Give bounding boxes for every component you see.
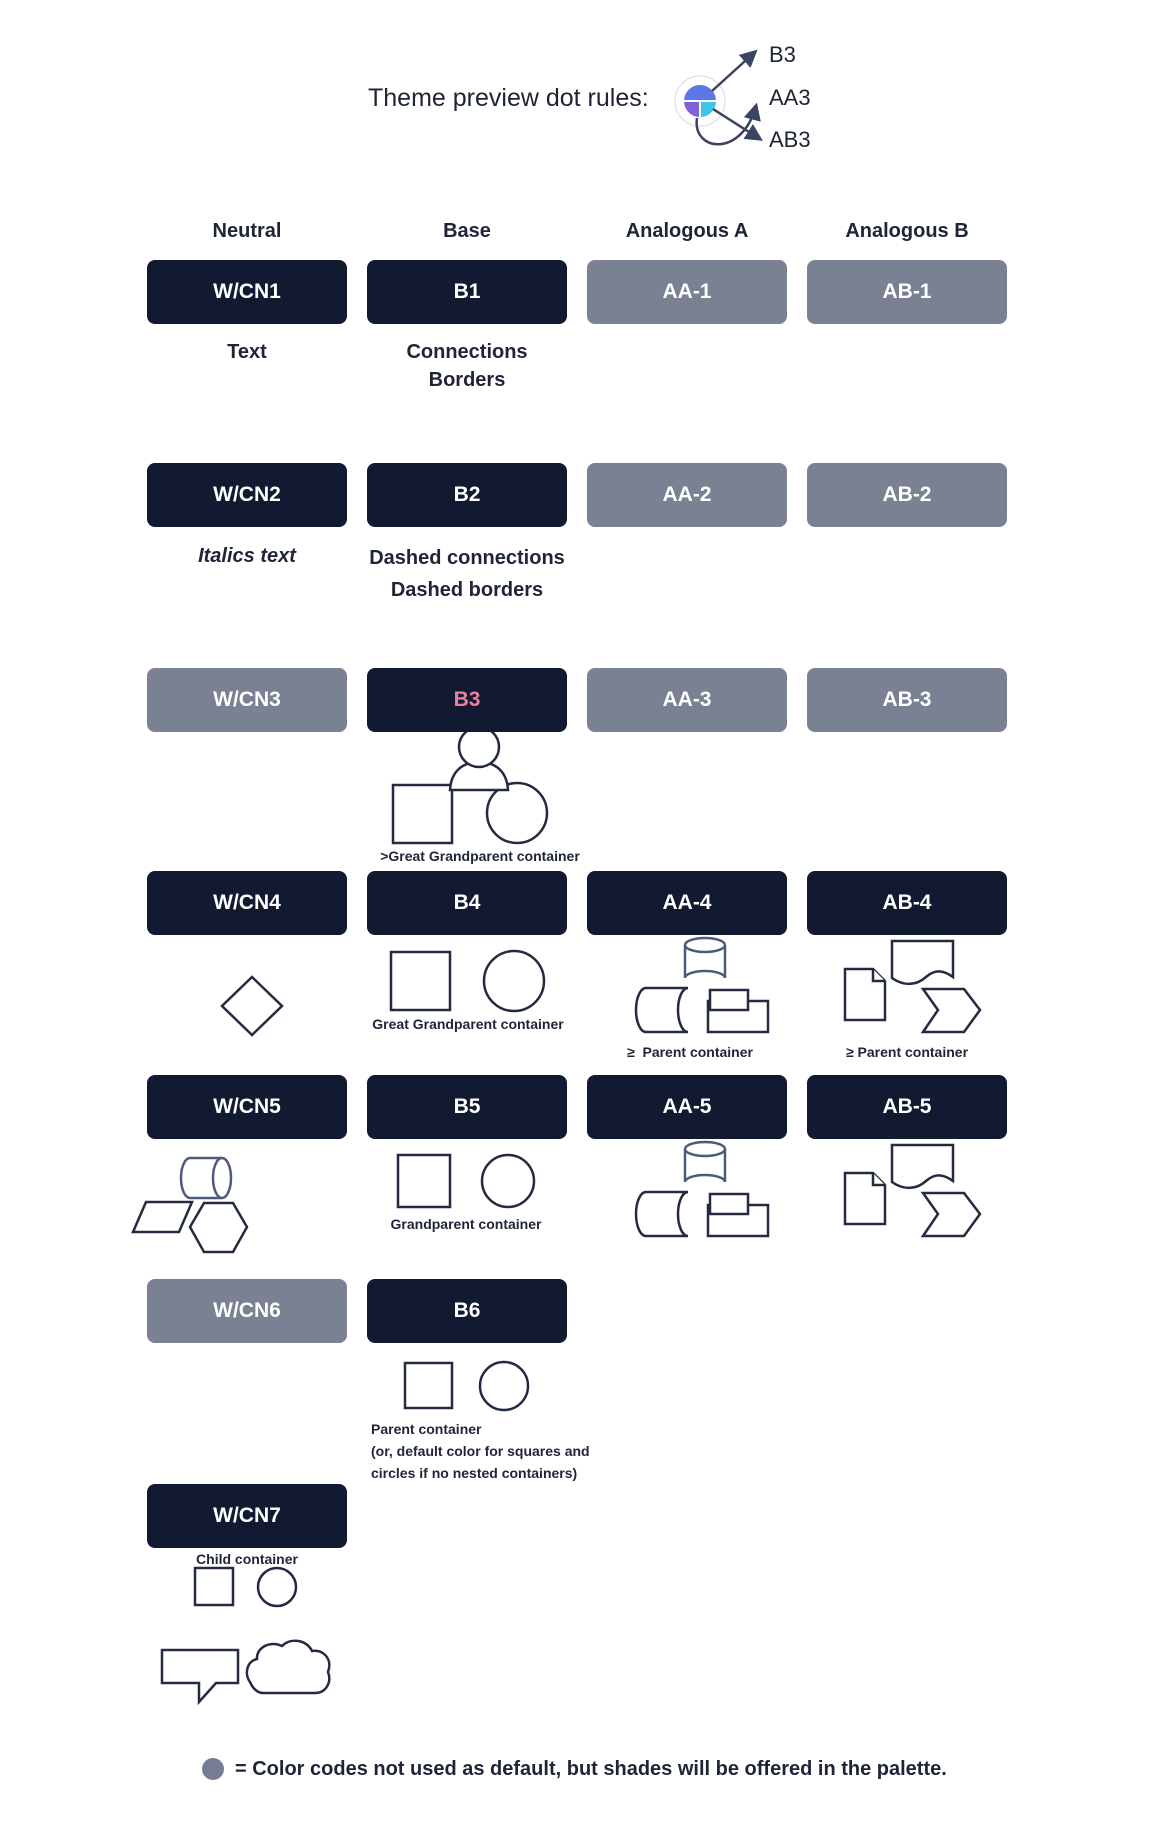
chip-ab2[interactable]: AB-2: [807, 463, 1007, 527]
column-header-base: Base: [443, 220, 491, 242]
column-header-analogous-b: Analogous B: [845, 220, 969, 242]
chip-wcn4[interactable]: W/CN4: [147, 871, 347, 935]
square-icon: [195, 1568, 233, 1605]
circle-icon: [484, 951, 544, 1011]
square-icon: [393, 785, 452, 843]
caption-dashed-borders: Dashed borders: [390, 579, 544, 601]
caption-wcn7: Child container: [196, 1551, 298, 1567]
square-icon: [405, 1363, 452, 1408]
chip-ab3[interactable]: AB-3: [807, 668, 1007, 732]
caption-b3: >Great Grandparent container: [380, 848, 580, 864]
document-fold-icon: [873, 969, 885, 981]
aa5-icon-group: [630, 1139, 775, 1239]
stored-data-icon: [636, 1192, 688, 1236]
ab4-icon-group: [840, 935, 990, 1035]
chevron-banner-icon: [923, 989, 980, 1032]
chip-wcn3[interactable]: W/CN3: [147, 668, 347, 732]
b4-icon-group: [389, 948, 549, 1016]
dot-label-ab3: AB3: [769, 127, 811, 152]
caption-italics-text: Italics text: [198, 545, 296, 567]
circle-icon: [482, 1155, 534, 1207]
caption-b6-line3: circles if no nested containers): [371, 1465, 578, 1481]
column-header-neutral: Neutral: [212, 220, 282, 242]
cylinder-end-icon: [213, 1158, 231, 1198]
chip-wcn1[interactable]: W/CN1: [147, 260, 347, 324]
chip-aa2[interactable]: AA-2: [587, 463, 787, 527]
folder-tab-icon: [710, 1194, 748, 1214]
chip-wcn5[interactable]: W/CN5: [147, 1075, 347, 1139]
aa4-icon-group: [630, 935, 775, 1035]
circle-icon: [258, 1568, 296, 1606]
wave-banner-icon: [892, 1145, 953, 1188]
parallelogram-icon: [133, 1202, 192, 1232]
caption-b4: Great Grandparent container: [372, 1016, 564, 1032]
chip-wcn6[interactable]: W/CN6: [147, 1279, 347, 1343]
chip-b6[interactable]: B6: [367, 1279, 567, 1343]
caption-text: Text: [227, 341, 267, 363]
square-icon: [391, 952, 450, 1010]
dot-segment-base: [683, 84, 717, 101]
column-header-analogous-a: Analogous A: [625, 220, 749, 242]
b6-icon-group: [403, 1359, 533, 1413]
ab5-icon-group: [840, 1139, 990, 1239]
legend-dot-icon: [202, 1758, 224, 1780]
caption-dashed-connections: Dashed connections: [369, 547, 565, 569]
wcn5-icon-group: [128, 1148, 253, 1256]
dot-segment-analogous-b: [683, 101, 700, 118]
arrow-to-b3: [712, 52, 755, 91]
caption-aa4: ≥ Parent container: [627, 1044, 753, 1060]
circle-icon: [480, 1362, 528, 1410]
hexagon-icon: [190, 1203, 247, 1252]
chip-aa5[interactable]: AA-5: [587, 1075, 787, 1139]
wcn4-icon-group: [219, 974, 285, 1038]
cylinder-top-icon: [685, 1142, 725, 1156]
theme-preview-dot-diagram: [648, 18, 833, 163]
chip-aa3[interactable]: AA-3: [587, 668, 787, 732]
dot-label-b3: B3: [769, 42, 796, 67]
folder-tab-icon: [710, 990, 748, 1010]
chip-b2[interactable]: B2: [367, 463, 567, 527]
dot-label-aa3: AA3: [769, 85, 811, 110]
b5-icon-group: [396, 1152, 541, 1212]
chip-wcn7[interactable]: W/CN7: [147, 1484, 347, 1548]
caption-borders: Borders: [428, 369, 506, 391]
b3-icon-group: [378, 716, 563, 851]
stored-data-icon: [636, 988, 688, 1032]
wcn7-icon-group: [160, 1560, 340, 1710]
chip-b1[interactable]: B1: [367, 260, 567, 324]
diamond-icon: [222, 977, 282, 1035]
caption-b6-line2: (or, default color for squares and: [371, 1443, 590, 1459]
caption-b5: Grandparent container: [390, 1216, 542, 1232]
chip-ab4[interactable]: AB-4: [807, 871, 1007, 935]
chip-ab5[interactable]: AB-5: [807, 1075, 1007, 1139]
caption-b6-line1: Parent container: [371, 1421, 482, 1437]
square-icon: [398, 1155, 450, 1207]
cylinder-top-icon: [685, 938, 725, 952]
person-head-icon: [459, 727, 499, 767]
page-title: Theme preview dot rules:: [368, 84, 649, 112]
legend-text: = Color codes not used as default, but shades will be offered in the palette.: [235, 1758, 947, 1780]
chip-b3[interactable]: B3: [367, 668, 567, 732]
wave-banner-icon: [892, 941, 953, 984]
speech-bubble-icon: [162, 1650, 238, 1702]
circle-icon: [487, 783, 547, 843]
chip-wcn2[interactable]: W/CN2: [147, 463, 347, 527]
cloud-icon: [247, 1641, 329, 1693]
chevron-banner-icon: [923, 1193, 980, 1236]
caption-connections: Connections: [406, 341, 528, 363]
chip-aa4[interactable]: AA-4: [587, 871, 787, 935]
caption-ab4: ≥ Parent container: [845, 1044, 969, 1060]
chip-b5[interactable]: B5: [367, 1075, 567, 1139]
chip-ab1[interactable]: AB-1: [807, 260, 1007, 324]
chip-b4[interactable]: B4: [367, 871, 567, 935]
chip-aa1[interactable]: AA-1: [587, 260, 787, 324]
